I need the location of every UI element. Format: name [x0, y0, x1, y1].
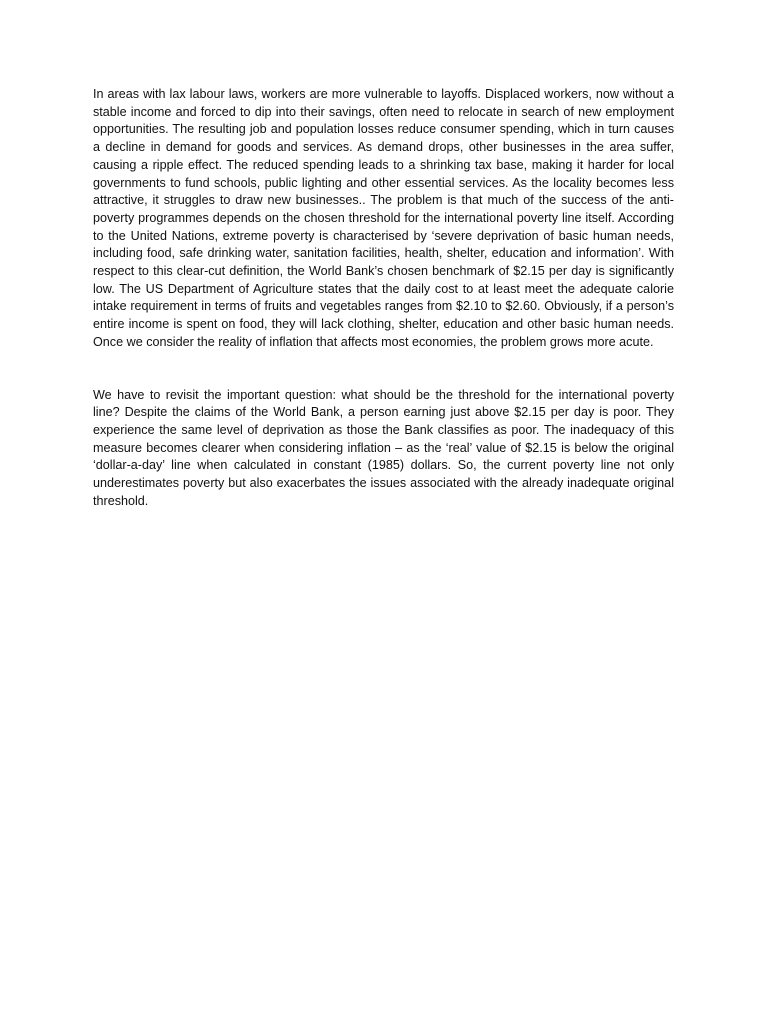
body-paragraph-2: We have to revisit the important question: what should be the threshold for the international poverty line? Despite the claims of the World Bank, a person earning just above $2.15 per day is poor. They experience the same level of deprivation as those the Bank classifies as poor. The inadequacy of this measure becomes clearer when considering inflation – as the ‘real’ value of $2.15 is below the original ‘dollar-a-day’ line when calculated in constant (1985) dollars. So, the current poverty line not only underestimates poverty but also exacerbates the issues associated with the already inadequate original threshold. — [93, 387, 674, 508]
body-paragraph-1: In areas with lax labour laws, workers are more vulnerable to layoffs. Displaced workers, now without a stable income and forced to dip into their savings, often need to relocate in search of new employment opportunities. The resulting job and population losses reduce consumer spending, which in turn causes a decline in demand for goods and services. As demand drops, other businesses in the area suffer, causing a ripple effect. The reduced spending leads to a shrinking tax base, making it harder for local governments to fund schools, public lighting and other essential services. As the locality becomes less attractive, it struggles to draw new businesses.. The problem is that much of the success of the anti-poverty programmes depends on the chosen threshold for the international poverty line itself. According to the United Nations, extreme poverty is characterised by ‘severe deprivation of basic human needs, including food, safe drinking water, sanitation facilities, health, shelter, education and information’. With respect to this clear-cut definition, the World Bank’s chosen benchmark of $2.15 per day is significantly low. The US Department of Agriculture states that the daily cost to at least meet the adequate calorie intake requirement in terms of fruits and vegetables ranges from $2.10 to $2.60. Obviously, if a person’s entire income is spent on food, they will lack clothing, shelter, education and other basic human needs. Once we consider the reality of inflation that affects most economies, the problem grows more acute. — [93, 87, 674, 349]
document-body — [93, 86, 674, 510]
